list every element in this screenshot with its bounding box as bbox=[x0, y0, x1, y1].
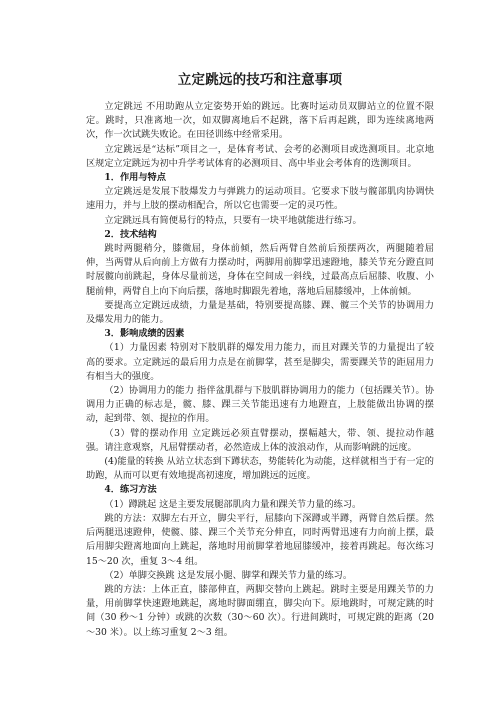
paragraph-factor-energy: (4)能量的转换 从站立状态到下蹲状态，势能转化为动能，这样就相当于有一定的助跑，从而可以更有效地提高初速度，增加跳远的远度。 bbox=[86, 456, 434, 482]
paragraph-factor-arm-swing: （3）臂的摆动作用 立定跳远必须直臂摆动，摆幅越大，带、领、提拉动作越强。请注意观察，凡屈臂摆动者，必然造成上体的波浪动作，从而影响跳的远度。 bbox=[86, 427, 434, 453]
paragraph-technique: 跳时两腿稍分，膝微屈，身体前倾，然后两臂自然前后预摆两次，两腿随着屈伸，当两臂从后向前上方做有力摆动时，两脚用前脚掌迅速蹬地，膝关节充分蹬直同时展髋向前跳起，身体尽量前送，身体在空间成一斜线，过最高点后屈膝、收腹、小腿前伸，两臂自上向下向后摆，落地时脚跟先着地，落地后屈膝缓冲，上体前倾。 bbox=[86, 243, 434, 297]
document-title: 立定跳远的技巧和注意事项 bbox=[177, 72, 343, 88]
paragraph-factor-coordination: （2）协调用力的能力 指伴盆肌群与下肢肌群协调用力的能力（包括踝关节）。协调用力正确的标志是，髋、膝、踝三关节能迅速有力地蹬直，上肢能做出协调的摆动，起到带、领、提拉的作用。 bbox=[86, 385, 434, 425]
section-heading-technique: 2．技术结构 bbox=[104, 228, 157, 240]
paragraph-strength: 要提高立定跳远成绩，力量是基础，特别要提高膝、踝、髋三个关节的协调用力及爆发用力的能力。 bbox=[86, 299, 434, 326]
paragraph-exam-status: 立定跳远是“达标”项目之一，是体育考试、会考的必测项目或选测项目。北京地区规定立定跳远为初中升学考试体育的必测项目、高中毕业会考体育的选测项目。 bbox=[86, 143, 434, 169]
paragraph-factor-strength: （1）力量因素 特别对下肢肌群的爆发用力能力，而且对踝关节的力量提出了较高的要求。立定跳远的最后用力点是在前脚掌，甚至是脚尖，需要踝关节的距屈用力有相当大的强度。 bbox=[86, 342, 434, 382]
paragraph-alternate-hop-method: 跳的方法：上体正直，膝部伸直，两脚交替向上跳起。跳时主要是用踝关节的力量，用前脚掌快速蹬地跳起，离地时脚面绷直，脚尖向下。原地跳时，可规定跳的时间（30 秒～1 分钟）或跳的次数（30～60 次）。行进间跳时，可规定跳的距离（20～30 米）。以上练习重复 2～3 组。 bbox=[86, 583, 434, 638]
paragraph-function: 立定跳远是发展下肢爆发力与弹跳力的运动项目。它要求下肢与髋部肌肉协调快速用力，并与上肢的摆动相配合，所以它也需要一定的灵巧性。 bbox=[86, 186, 434, 212]
paragraph-alternate-hop: （2）单脚交换跳 这是发展小腿、脚掌和踝关节力量的练习。 bbox=[104, 569, 353, 581]
paragraph-definition: 立定跳远 不用助跑从立定姿势开始的跳远。比赛时运动员双脚站立的位置不限定。跳时，只准离地一次，如双脚离地后不起跳，落下后再起跳，即为连续离地两次，作一次试跳失败论。在田径训练中经常采用。 bbox=[86, 101, 434, 141]
section-heading-factors: 3．影响成绩的因素 bbox=[104, 328, 185, 340]
section-heading-function: 1．作用与特点 bbox=[104, 172, 166, 184]
paragraph-squat-jump: （1）蹲跳起 这是主要发展腿部肌肉力量和踝关节力量的练习。 bbox=[104, 498, 362, 510]
section-heading-practice: 4．练习方法 bbox=[104, 484, 157, 496]
paragraph-squat-jump-method: 跳的方法：双脚左右开立，脚尖平行，屈膝向下深蹲或半蹲，两臂自然后摆。然后两腿迅速蹬伸，使髋、膝、踝三个关节充分伸直，同时两臂迅速有力向前上摆，最后用脚尖蹬离地面向上跳起，落地时用前脚掌着地屈膝缓冲，接着再跳起。每次练习 15～20 次，重复 3～4 组。 bbox=[86, 512, 434, 567]
paragraph-simplicity: 立定跳远具有简便易行的特点，只要有一块平地就能进行练习。 bbox=[104, 214, 362, 226]
